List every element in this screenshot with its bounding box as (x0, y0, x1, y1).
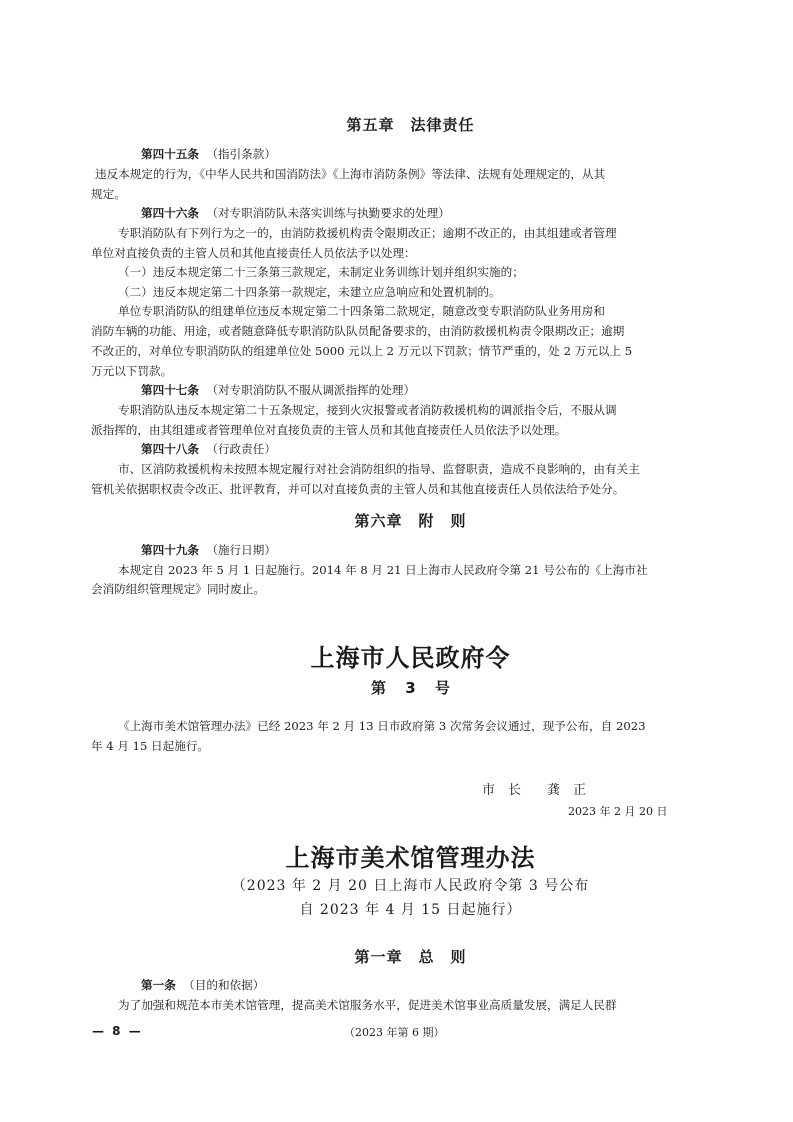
article-45-number: 第四十五条 (141, 147, 199, 161)
measures-subtitle-1: （2023 年 2 月 20 日上海市人民政府令第 3 号公布 (231, 878, 590, 894)
article-49-body-2: 会消防组织管理规定》同时废止。 (91, 582, 265, 596)
article-48-number: 第四十八条 (141, 442, 199, 456)
measures-title: 上海市美术馆管理办法 (285, 843, 536, 872)
page-number: — 8 — (92, 1024, 141, 1038)
issue-label: （2023 年第 6 期） (344, 1026, 445, 1039)
order-body-2: 年 4 月 15 日起施行。 (91, 739, 210, 753)
article-46-item-1: （一）违反本规定第二十三条第三款规定，未制定业务训练计划并组织实施的； (118, 265, 524, 279)
chapter-1-title: 第一章 总 则 (354, 948, 467, 966)
measures-subtitle-2: 自 2023 年 4 月 15 日起施行） (299, 902, 522, 918)
article-1-heading (118, 976, 264, 996)
order-title: 上海市人民政府令 (310, 643, 511, 672)
article-46-body-2: 单位对直接负责的主管人员和其他直接责任人员依法予以处理： (91, 246, 416, 260)
article-1-body-1: 为了加强和规范本市美术馆管理，提高美术馆服务水平，促进美术馆事业高质量发展，满足人民群 (118, 998, 617, 1012)
article-1-number: 第一条 (141, 978, 176, 992)
article-46-para2-line-2: 消防车辆的功能、用途，或者随意降低专职消防队队员配备要求的，由消防救援机构责令限期改正；逾期 (91, 324, 625, 338)
order-signature: 市 长 龚 正 (482, 783, 587, 798)
article-48-body-1: 市、区消防救援机构未按照本规定履行对社会消防组织的指导、监督职责，造成不良影响的，由有关主 (118, 462, 640, 476)
article-47-heading (118, 381, 415, 401)
article-48-body-2: 管机关依据职权责令改正、批评教育，并可以对直接负责的主管人员和其他直接责任人员依法给予处分。 (91, 482, 625, 496)
article-49-heading (118, 541, 276, 561)
order-date: 2023 年 2 月 20 日 (568, 805, 668, 818)
article-47-number: 第四十七条 (141, 383, 199, 397)
article-49-number: 第四十九条 (141, 543, 199, 557)
article-46-para2-line-3: 不改正的，对单位专职消防队的组建单位处 5000 元以上 2 万元以下罚款；情节严重的，处 2 万元以上 5 (91, 344, 633, 358)
order-number: 第 3 号 (371, 679, 450, 697)
chapter-5-title: 第五章 法律责任 (346, 116, 475, 134)
article-46-title: （对专职消防队未落实训练与执勤要求的处理） (206, 206, 450, 220)
article-47-title: （对专职消防队不服从调派指挥的处理） (206, 383, 416, 397)
article-46-item-2: （二）违反本规定第二十四条第一款规定，未建立应急响应和处置机制的。 (118, 285, 501, 299)
article-47-body-1: 专职消防队违反本规定第二十五条规定，接到火灾报警或者消防救援机构的调派指令后，不服从调 (118, 403, 617, 417)
article-48-heading (118, 440, 276, 460)
article-46-para2-line-1: 单位专职消防队的组建单位违反本规定第二十四条第二款规定，随意改变专职消防队业务用房和 (118, 304, 605, 318)
article-49-body-1: 本规定自 2023 年 5 月 1 日起施行。2014 年 8 月 21 日上海市人民政府令第 21 号公布的《上海市社 (118, 563, 648, 577)
article-46-para2-line-4: 万元以下罚款。 (91, 364, 173, 378)
article-45-heading (118, 145, 276, 165)
article-46-heading (118, 204, 450, 224)
article-45-title: （指引条款） (206, 147, 276, 161)
article-45-body-1: 违反本规定的行为，《中华人民共和国消防法》《上海市消防条例》等法律、法规有处理规定的，从其 (95, 167, 606, 181)
article-47-body-2: 派指挥的，由其组建或者管理单位对直接负责的主管人员和其他直接责任人员依法予以处理。 (91, 423, 567, 437)
article-1-title: （目的和依据） (183, 978, 265, 992)
article-45-body-2: 规定。 (91, 187, 126, 201)
article-46-body-1: 专职消防队有下列行为之一的，由消防救援机构责令限期改正；逾期不改正的，由其组建或者管理 (118, 226, 617, 240)
article-48-title: （行政责任） (206, 442, 276, 456)
order-body-1: 《上海市美术馆管理办法》已经 2023 年 2 月 13 日市政府第 3 次常务会议通过，现予公布，自 2023 (118, 719, 646, 733)
article-46-number: 第四十六条 (141, 206, 199, 220)
chapter-6-title: 第六章 附 则 (354, 512, 467, 530)
article-49-title: （施行日期） (206, 543, 276, 557)
